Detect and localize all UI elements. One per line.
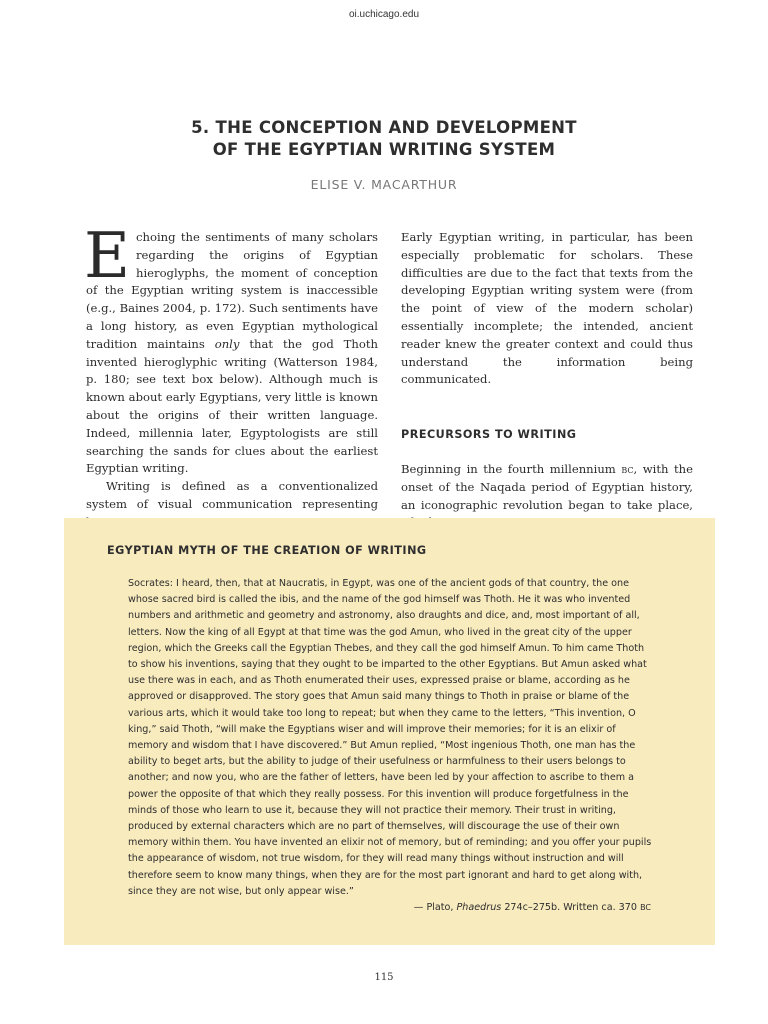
chapter-title-line-2: OF THE EGYPTIAN WRITING SYSTEM xyxy=(212,140,556,159)
citation-text-b: 274c–275b. Written ca. 370 xyxy=(501,902,641,913)
right-column xyxy=(401,229,693,532)
source-url: oi.uchicago.edu xyxy=(348,9,420,20)
intro-paragraph xyxy=(84,219,378,478)
writing-definition-paragraph: Writing is defined as a conventionalized system of visual communication representing xyxy=(86,479,378,511)
section-heading-precursors: PRECURSORS TO WRITING xyxy=(401,428,577,442)
sidebar-citation xyxy=(414,900,651,913)
sidebar-box xyxy=(64,518,715,945)
precursors-text-a: Beginning in the fourth millennium xyxy=(401,461,622,476)
precursors-text-b: , with the onset of the Naqada period of Egyptian history, an iconographic revolution began to take place, xyxy=(401,461,693,512)
chapter-title-line-1: 5. THE CONCEPTION AND DEVELOPMENT xyxy=(191,118,577,137)
intro-text-b: that the god Thoth invented hieroglyphic writing (Watterson 1984, p. 180; see text box below). Although much is known about early Egyptians, very little is known about the origins of their written language. Indeed, millennia later, Egyptologists are still searching the sands for clues about the earliest Egyptian writing. xyxy=(86,336,378,476)
page-number: 115 xyxy=(374,972,394,983)
intro-text-a: choing the sentiments of many scholars regarding the origins of Egyptian hieroglyphs, the moment of conception of the Egyptian writing system is inaccessible (e.g., Baines 2004, p. 172). Such sentiments have a long history, as even Egyptian mythological tradition maintains xyxy=(86,230,378,351)
citation-bc: bc xyxy=(640,900,651,913)
bc-abbreviation: bc xyxy=(621,462,634,476)
citation-text-a: — Plato, xyxy=(413,902,457,913)
sidebar-title: EGYPTIAN MYTH OF THE CREATION OF WRITING xyxy=(107,544,427,557)
chapter-title xyxy=(0,117,768,161)
author-name: ELISE V. MACARTHUR xyxy=(310,177,458,192)
intro-emphasis: only xyxy=(214,336,240,351)
drop-cap: E xyxy=(84,219,130,292)
sidebar-quote: Socrates: I heard, then, that at Naucratis, in Egypt, was one of the ancient gods of that country, the one whose sacred bird is called the ibis, and the name of the god himself was Thoth. He it was who invented numbers and arithmetic and geometry and astronomy, also draughts and dice, and, most important of all, letters. Now the king of all Egypt at that time was the god Amun, who lived in the great city of the upper region, which the Greeks call the Egyptian Thebes, and they call the god himself Amun. To him came Thoth to show his inventions, saying that they ought to be imparted to the other Egyptians. But Amun asked what use there was in each, and as Thoth enumerated their uses, expressed praise or blame, according as he approved or disapproved. The story goes that Amun said many things to Thoth in praise or blame of the various arts, which it would take too long to repeat; but when they came to the letters, “This invention, O king,” said Thoth, “will make the Egyptians wiser and will improve their memories; for it is an elixir of memory and wisdom that I have discovered.” But Amun replied, “Most ingenious Thoth, one man has the ability to beget arts, but the ability to judge of their usefulness or harmfulness to their users belongs to another; and now you, who are the father of letters, have been led by your affection to ascribe to them a power the opposite of that which they really possess. For this invention will produce forgetfulness in the minds of those who learn to use it, because they will not practice their memory. Their trust in writing, produced by external characters which are no part of themselves, will discourage the use of their own memory within them. You have invented an elixir not of memory, but of reminding; and you offer your pupils the appearance of wisdom, not true wisdom, for they will read many things without instruction and will therefore seem to know many things, when they are for the most part ignorant and hard to get along with, since they are not wise, but only appear wise.” xyxy=(128,578,652,897)
left-column xyxy=(84,219,378,532)
citation-work: Phaedrus xyxy=(456,902,502,913)
early-writing-paragraph: Early Egyptian writing, in particular, has been especially problematic for scholars. These difficulties are due to the fact that texts from the developing Egyptian writing system were (from the point of view of the modern scholar) essentially incomplete; the intended, ancient reader knew the greater context and could thus understand the information being communicated. xyxy=(401,230,693,387)
